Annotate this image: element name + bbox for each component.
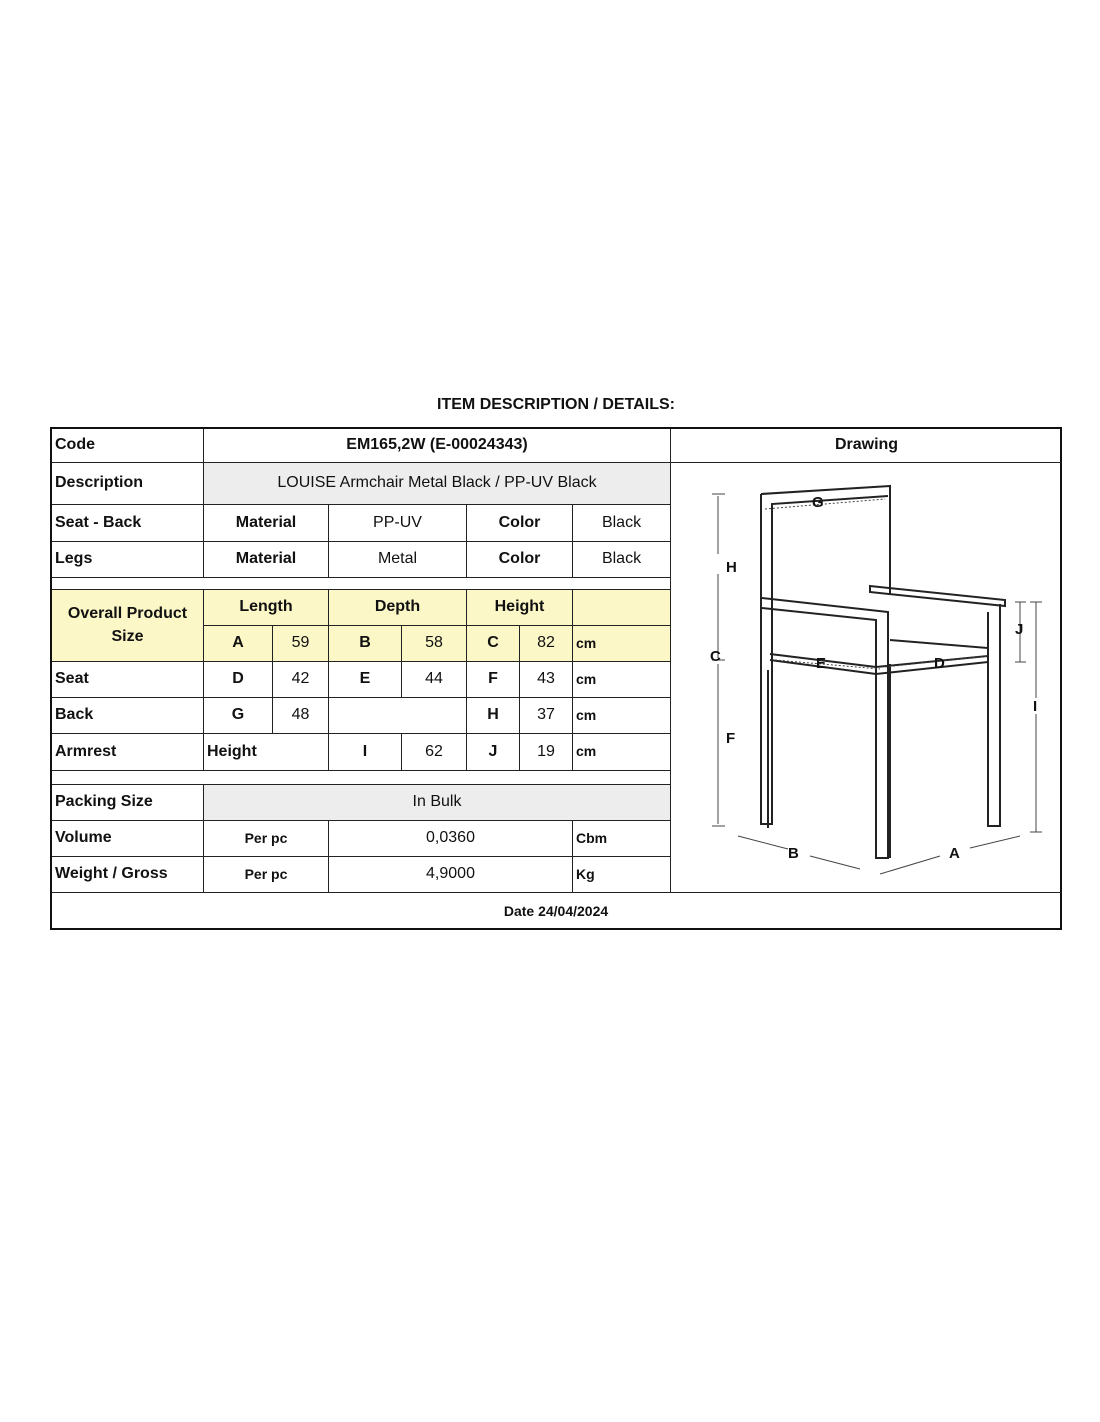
overall-unit: cm <box>573 626 671 662</box>
legs-material-label: Material <box>204 542 329 578</box>
drawing-header: Drawing <box>671 429 1062 463</box>
dim-c-value: 82 <box>520 626 573 662</box>
dim-j-label: J <box>467 734 520 771</box>
dim-b-value: 58 <box>402 626 467 662</box>
dim-b-label: B <box>329 626 402 662</box>
dim-h-value: 37 <box>520 698 573 734</box>
label-a: A <box>949 845 960 862</box>
label-i: I <box>1033 698 1038 715</box>
seat-back-label: Seat - Back <box>52 505 204 542</box>
dim-d-value: 42 <box>273 662 329 698</box>
spacer-row <box>52 578 671 590</box>
header-blank <box>573 590 671 626</box>
seat-back-color: Black <box>573 505 671 542</box>
label-f: F <box>726 730 736 747</box>
dim-e-value: 44 <box>402 662 467 698</box>
dim-d-label: D <box>204 662 273 698</box>
height-header: Height <box>467 590 573 626</box>
dim-j-value: 19 <box>520 734 573 771</box>
dim-f-value: 43 <box>520 662 573 698</box>
volume-per: Per pc <box>204 821 329 857</box>
overall-label: Overall Product Size <box>52 590 204 662</box>
weight-per: Per pc <box>204 857 329 893</box>
description-value: LOUISE Armchair Metal Black / PP-UV Black <box>204 463 671 505</box>
weight-unit: Kg <box>573 857 671 893</box>
dim-c-label: C <box>467 626 520 662</box>
label-b: B <box>788 845 799 862</box>
depth-header: Depth <box>329 590 467 626</box>
length-header: Length <box>204 590 329 626</box>
seat-unit: cm <box>573 662 671 698</box>
volume-label: Volume <box>52 821 204 857</box>
armrest-height-label: Height <box>204 734 329 771</box>
legs-color-label: Color <box>467 542 573 578</box>
armrest-label: Armrest <box>52 734 204 771</box>
packing-label: Packing Size <box>52 785 204 821</box>
label-g: G <box>812 494 824 511</box>
date-text: Date 24/04/2024 <box>503 902 609 919</box>
packing-value: In Bulk <box>204 785 671 821</box>
dim-e-label: E <box>329 662 402 698</box>
back-unit: cm <box>573 698 671 734</box>
legs-material: Metal <box>329 542 467 578</box>
dim-i-label: I <box>329 734 402 771</box>
dim-a-value: 59 <box>273 626 329 662</box>
label-e: E <box>816 655 827 672</box>
seat-back-material-label: Material <box>204 505 329 542</box>
back-label: Back <box>52 698 204 734</box>
dim-f-label: F <box>467 662 520 698</box>
description-label: Description <box>52 463 204 505</box>
weight-label: Weight / Gross <box>52 857 204 893</box>
legs-label: Legs <box>52 542 204 578</box>
spacer-row <box>52 771 671 785</box>
chair-drawing <box>670 464 1070 884</box>
weight-value: 4,9000 <box>329 857 573 893</box>
volume-value: 0,0360 <box>329 821 573 857</box>
volume-unit: Cbm <box>573 821 671 857</box>
label-j: J <box>1015 621 1024 638</box>
dim-i-value: 62 <box>402 734 467 771</box>
dim-a-label: A <box>204 626 273 662</box>
dim-g-value: 48 <box>273 698 329 734</box>
code-label: Code <box>52 429 204 463</box>
legs-color: Black <box>573 542 671 578</box>
page-title: ITEM DESCRIPTION / DETAILS: <box>437 396 675 413</box>
label-c: C <box>710 648 721 665</box>
armrest-unit: cm <box>573 734 671 771</box>
dim-g-label: G <box>204 698 273 734</box>
dim-h-label: H <box>467 698 520 734</box>
seat-back-material: PP-UV <box>329 505 467 542</box>
seat-label: Seat <box>52 662 204 698</box>
code-value: EM165,2W (E-00024343) <box>204 429 671 463</box>
label-h: H <box>726 559 737 576</box>
seat-back-color-label: Color <box>467 505 573 542</box>
back-blank <box>329 698 467 734</box>
label-d: D <box>934 655 945 672</box>
